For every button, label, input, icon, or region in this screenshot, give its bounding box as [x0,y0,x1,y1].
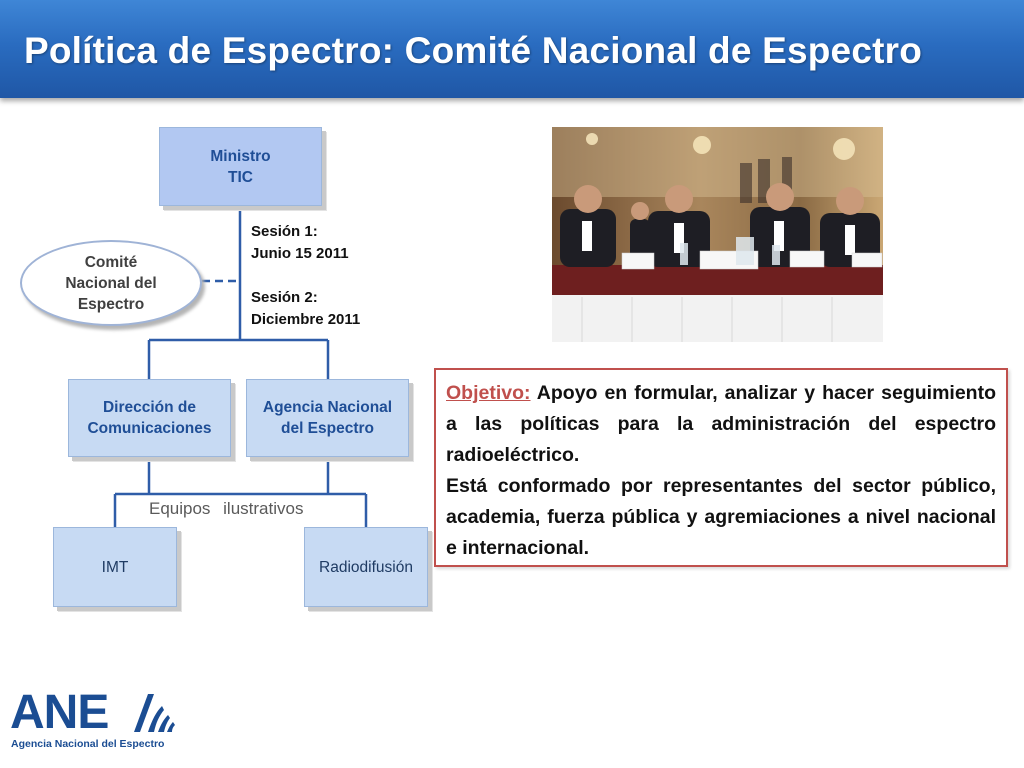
direccion-comunicaciones-label: Dirección de Comunicaciones [87,399,212,437]
agencia-nacional-label: Agencia Nacional del Espectro [262,399,393,437]
session-1-label: Sesión 1: [251,223,318,240]
ane-logo-text: ANE [10,686,109,739]
sessions-text [251,221,401,331]
comite-nacional-label: Comité Nacional del Espectro [65,253,157,313]
slide-title: Política de Espectro: Comité Nacional de Espectro [24,30,923,71]
session-2-label: Sesión 2: [251,289,318,306]
objective-paragraph [446,378,996,471]
ane-logo [10,688,175,752]
direccion-comunicaciones-box [68,379,231,457]
radiodifusion-box [304,527,428,607]
objective-box [434,368,1008,567]
ministro-tic-label: Ministro TIC [210,147,271,186]
session-1-date: Junio 15 2011 [251,245,349,262]
session-2-date: Diciembre 2011 [251,311,361,328]
meeting-photo [552,127,883,342]
ane-logo-subtitle: Agencia Nacional del Espectro [11,738,165,750]
objective-text: Apoyo en formular, analizar y hacer seguimiento a las políticas para la administración del espectro radioeléctrico. [446,382,996,466]
ministro-tic-box [159,127,322,206]
composition-text: Está conformado por representantes del sector público, academia, fuerza pública y agremiaciones a nivel nacional e internacional. [446,475,996,559]
comite-nacional-ellipse [20,240,202,326]
objective-label: Objetivo: [446,382,531,404]
radiodifusion-label: Radiodifusión [319,558,413,576]
imt-label: IMT [101,558,129,576]
agencia-nacional-box [246,379,409,457]
ane-wave-icon [130,690,176,734]
imt-box [53,527,177,607]
equipos-ilustrativos-label: Equipos ilustrativos [149,499,304,518]
